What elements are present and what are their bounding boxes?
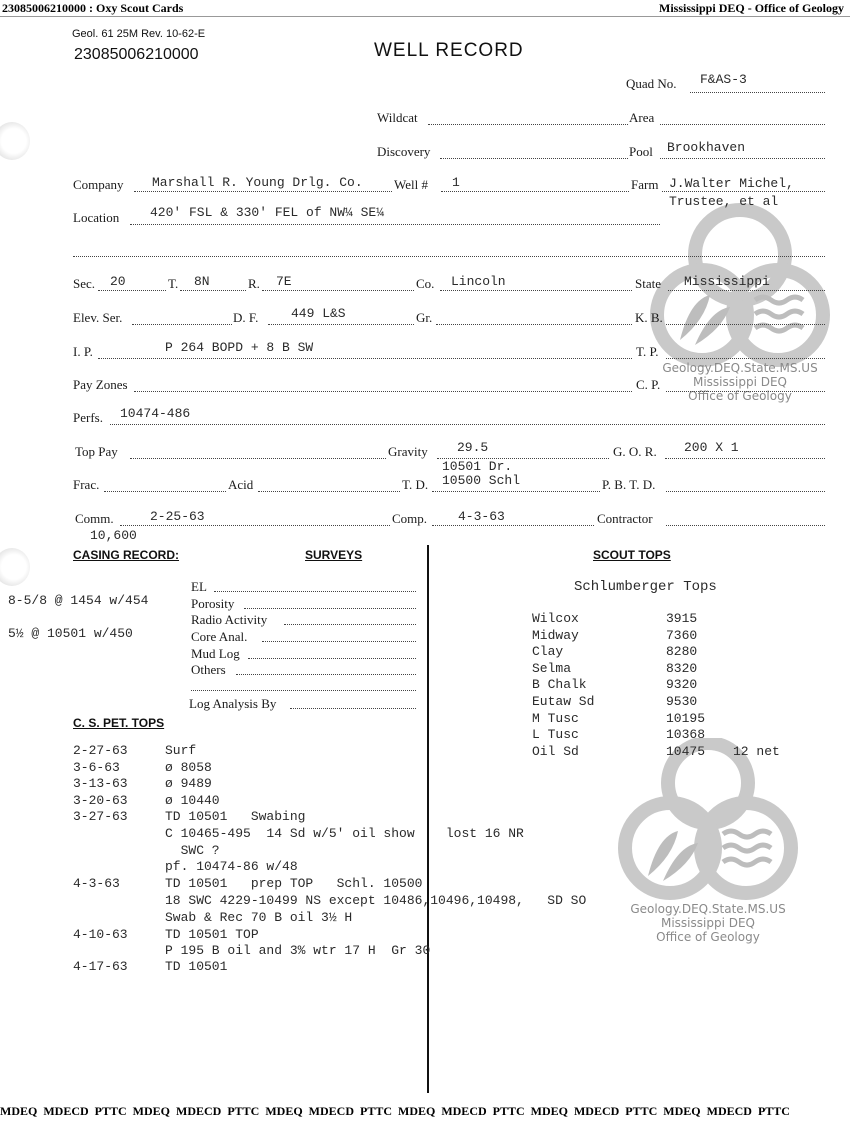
- state-value: Mississippi: [684, 274, 770, 289]
- top-pay-label: Top Pay: [75, 444, 118, 459]
- scout-top-depth: 8280: [666, 644, 698, 660]
- log-entry: TD 10501 Swabing: [165, 809, 306, 824]
- co-value: Lincoln: [451, 274, 506, 289]
- scout-top-name: M Tusc: [532, 710, 579, 726]
- scout-top-name: B Chalk: [532, 677, 587, 693]
- api-number: 23085006210000: [74, 46, 199, 63]
- column-divider: [427, 545, 429, 1093]
- log-entry: C 10465-495 14 Sd w/5' oil show lost 16 NR: [165, 826, 524, 841]
- scout-top-depth: 10195: [666, 710, 706, 726]
- watermark-text-top: [640, 361, 840, 403]
- footer-banner: MDEQ MDECD PTTC MDEQ MDECD PTTC MDEQ MDECD PTTC MDEQ MDECD PTTC MDEQ MDECD PTTC MDEQ MDECD PTTC: [0, 1104, 790, 1118]
- log-date: 2-27-63: [73, 743, 128, 758]
- scout-top-name: Wilcox: [532, 611, 579, 626]
- header-left: 23085006210000 : Oxy Scout Cards: [2, 1, 184, 15]
- quad-no-label: Quad No.: [626, 76, 677, 91]
- comm-label: Comm.: [75, 511, 114, 526]
- log-date: 3-6-63: [73, 760, 120, 775]
- ip-label: I. P.: [73, 344, 93, 359]
- mud-log-label: Mud Log: [191, 646, 240, 661]
- frac-label: Frac.: [73, 477, 100, 492]
- area-label: Area: [629, 110, 655, 125]
- company-label: Company: [73, 177, 124, 192]
- watermark-url-top: Geology.DEQ.State.MS.US: [662, 361, 818, 375]
- log-date: 4-10-63: [73, 927, 128, 942]
- watermark-org-bottom: Mississippi DEQ: [660, 916, 755, 930]
- log-date: 3-13-63: [73, 776, 128, 791]
- wildcat-label: Wildcat: [377, 110, 418, 125]
- discovery-label: Discovery: [377, 144, 431, 159]
- df-label: D. F.: [233, 310, 259, 325]
- watermark-logo-bottom: [608, 738, 808, 908]
- punch-hole-middle: [0, 548, 30, 586]
- log-entry: 18 SWC 4229-10499 NS except 10486,10496,10498, SD SO: [165, 893, 587, 908]
- farm-value-line1: J.Walter Michel,: [669, 176, 794, 191]
- scout-top-depth: 7360: [666, 627, 698, 643]
- others-label: Others: [191, 662, 226, 677]
- cp-label: C. P.: [636, 377, 661, 392]
- log-entry: SWC ?: [165, 843, 220, 858]
- farm-value-line2: Trustee, et al: [669, 194, 779, 209]
- scout-top-depth: 10368: [666, 727, 706, 743]
- td-value-line2: 10500 Schl: [442, 473, 521, 488]
- watermark-office-bottom: Office of Geology: [656, 930, 760, 944]
- cs-pet-tops-heading: C. S. PET. TOPS: [73, 716, 165, 730]
- header-divider: [0, 16, 850, 17]
- log-date: 3-27-63: [73, 809, 128, 824]
- perfs-label: Perfs.: [73, 410, 103, 425]
- well-no-value: 1: [452, 175, 460, 190]
- log-entry: TD 10501 TOP: [165, 927, 259, 942]
- gor-value: 200 X 1: [684, 440, 739, 455]
- r-value: 7E: [276, 274, 292, 289]
- kb-label: K. B.: [635, 310, 663, 325]
- pool-value: Brookhaven: [667, 140, 746, 155]
- pool-label: Pool: [629, 144, 653, 159]
- elev-ser-label: Elev. Ser.: [73, 310, 123, 325]
- form-title: WELL RECORD: [374, 40, 524, 61]
- sec-label: Sec.: [73, 276, 96, 291]
- watermark-text-bottom: [608, 902, 808, 944]
- ip-value: P 264 BOPD + 8 B SW: [165, 340, 314, 355]
- log-entry: TD 10501: [165, 959, 228, 974]
- r-label: R.: [248, 276, 260, 291]
- state-label: State: [635, 276, 661, 291]
- gravity-value: 29.5: [457, 440, 489, 455]
- contractor-label: Contractor: [597, 511, 653, 526]
- scout-top-depth: 3915: [666, 611, 698, 626]
- scout-top-depth: 9530: [666, 694, 698, 709]
- porosity-label: Porosity: [191, 596, 235, 611]
- form-id: Geol. 61 25M Rev. 10-62-E: [72, 28, 206, 40]
- surveys-heading: SURVEYS: [305, 548, 363, 562]
- scout-top-name: Midway: [532, 627, 579, 643]
- scout-top-depth: 9320: [666, 677, 698, 693]
- company-value: Marshall R. Young Drlg. Co.: [152, 175, 363, 190]
- location-value: 420' FSL & 330' FEL of NW¼ SE¼: [150, 205, 385, 220]
- scout-top-name: Selma: [532, 660, 572, 676]
- perfs-value: 10474-486: [120, 406, 191, 421]
- scout-top-depth: 10475: [666, 743, 706, 759]
- well-no-label: Well #: [394, 177, 428, 192]
- co-label: Co.: [416, 276, 435, 291]
- df-value: 449 L&S: [291, 306, 346, 321]
- t-label: T.: [168, 276, 179, 291]
- log-entry: TD 10501 prep TOP Schl. 10500: [165, 876, 423, 891]
- watermark-url-bottom: Geology.DEQ.State.MS.US: [630, 902, 786, 916]
- casing-entry: 8-5/8 @ 1454 w/454: [8, 593, 149, 608]
- t-value: 8N: [194, 274, 210, 289]
- scout-top-depth: 8320: [666, 660, 698, 676]
- log-entry: P 195 B oil and 3% wtr 17 H Gr 30: [165, 943, 431, 958]
- gor-label: G. O. R.: [613, 444, 657, 459]
- extra-td-value: 10,600: [90, 528, 137, 543]
- scout-top-note: 12 net: [733, 743, 780, 759]
- scout-top-name: L Tusc: [532, 727, 579, 743]
- tp-label: T. P.: [636, 344, 659, 359]
- comp-label: Comp.: [392, 511, 428, 526]
- comp-value: 4-3-63: [458, 509, 505, 524]
- log-entry: ø 8058: [165, 760, 212, 775]
- pay-zones-label: Pay Zones: [73, 377, 128, 392]
- el-label: EL: [191, 579, 207, 594]
- header-right: Mississippi DEQ - Office of Geology: [659, 1, 844, 15]
- comm-value: 2-25-63: [150, 509, 205, 524]
- radio-activity-label: Radio Activity: [191, 612, 268, 627]
- log-entry: ø 9489: [165, 776, 212, 791]
- log-entry: ø 10440: [165, 793, 220, 808]
- log-entry: pf. 10474-86 w/48: [165, 859, 298, 874]
- core-anal-label: Core Anal.: [191, 629, 248, 644]
- watermark-org-top: Mississippi DEQ: [692, 375, 787, 389]
- casing-record-heading: CASING RECORD:: [73, 548, 180, 562]
- gr-label: Gr.: [416, 310, 433, 325]
- acid-label: Acid: [228, 477, 254, 492]
- punch-hole-top: [0, 122, 30, 160]
- quad-no-value: F&AS-3: [700, 72, 747, 87]
- scout-top-name: Oil Sd: [532, 743, 579, 759]
- pbtd-label: P. B. T. D.: [602, 477, 656, 492]
- scout-tops-heading: SCOUT TOPS: [593, 548, 671, 562]
- scout-tops-subheading: Schlumberger Tops: [574, 579, 717, 595]
- location-label: Location: [73, 210, 120, 225]
- sec-value: 20: [110, 274, 126, 289]
- log-entry: Swab & Rec 70 B oil 3½ H: [165, 910, 353, 925]
- log-analysis-by-label: Log Analysis By: [189, 696, 277, 711]
- casing-entry: 5½ @ 10501 w/450: [8, 626, 133, 641]
- gravity-label: Gravity: [388, 444, 428, 459]
- watermark-office-top: Office of Geology: [688, 389, 792, 403]
- log-entry: Surf: [165, 743, 197, 758]
- farm-label: Farm: [631, 177, 659, 192]
- td-label: T. D.: [402, 477, 429, 492]
- log-date: 3-20-63: [73, 793, 128, 808]
- td-value-line1: 10501 Dr.: [442, 459, 513, 474]
- scout-top-name: Clay: [532, 644, 564, 660]
- scout-top-name: Eutaw Sd: [532, 694, 595, 709]
- log-date: 4-17-63: [73, 959, 128, 974]
- log-date: 4-3-63: [73, 876, 120, 891]
